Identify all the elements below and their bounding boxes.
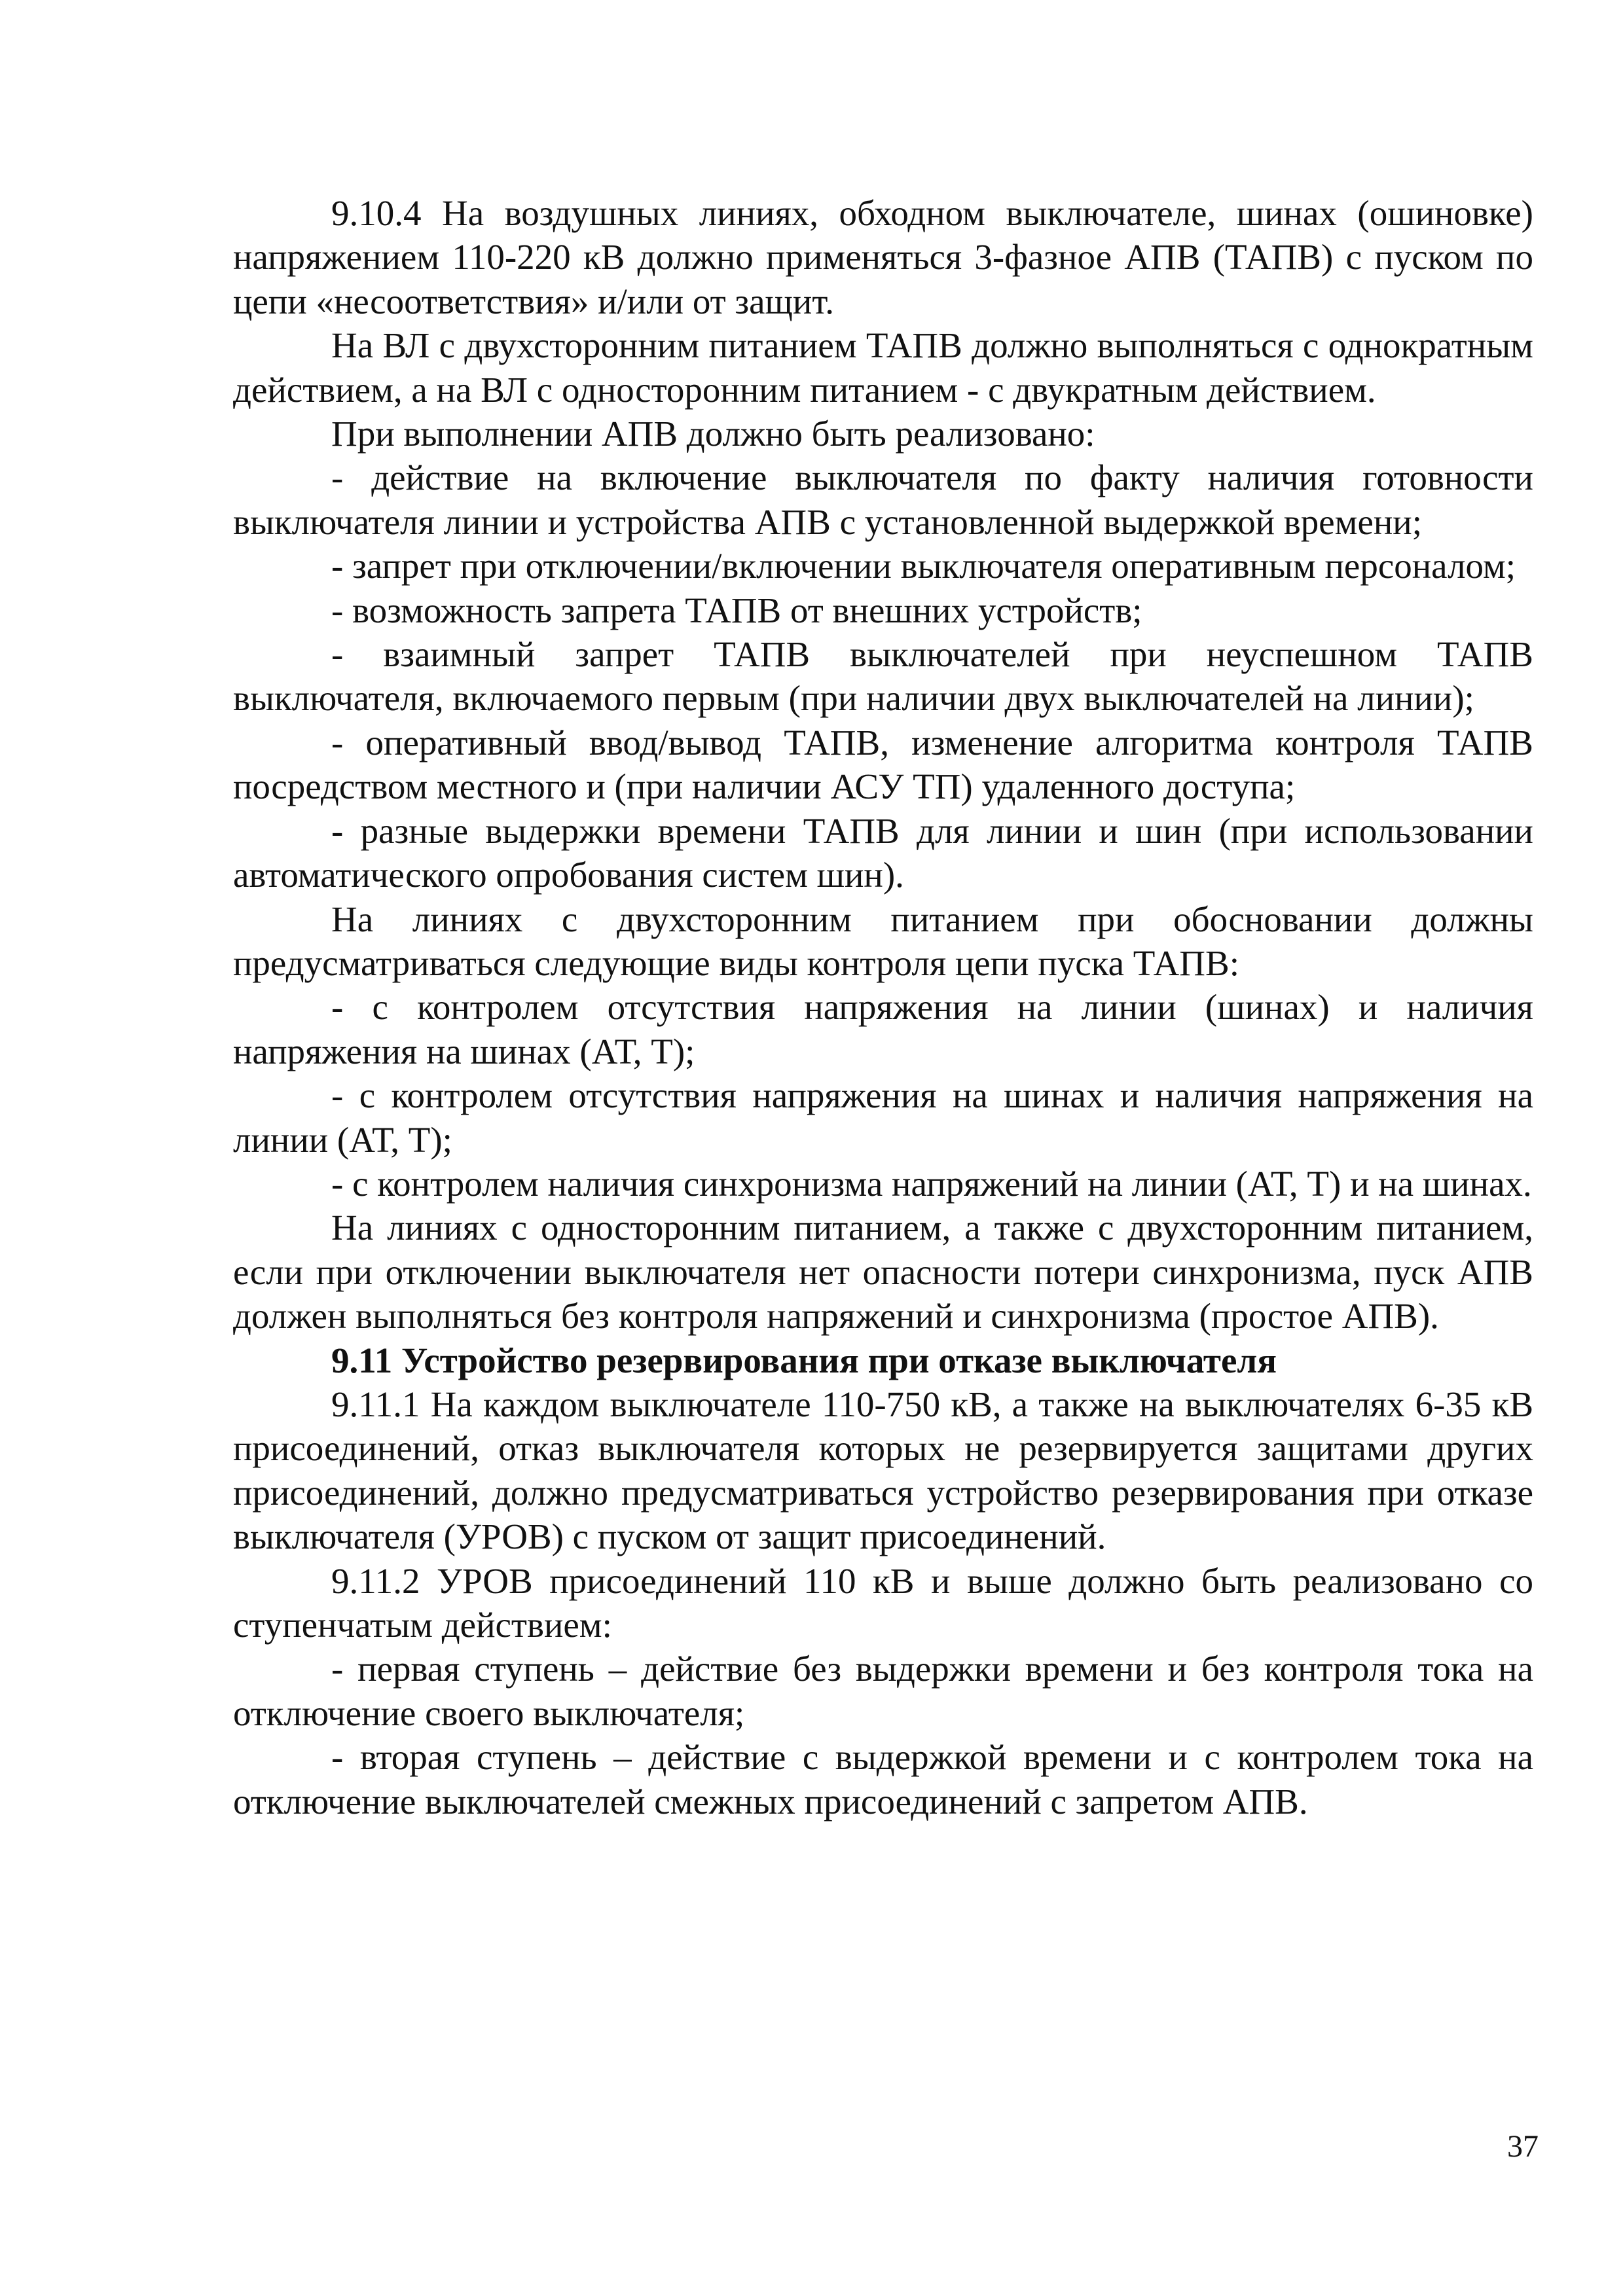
list-item: - запрет при отключении/включении выключателя оперативным персоналом; <box>331 546 1516 586</box>
paragraph-9-10-4: 9.10.4 На воздушных линиях, обходном выключателе, шинах (ошиновке) напряжением 110-220 кВ должно применяться 3-фазное АПВ (ТАПВ) с пуском по цепи «несоответствия» и/или от защит. <box>233 193 1533 321</box>
list-item: - взаимный запрет ТАПВ выключателей при неуспешном ТАПВ выключателя, включаемого первым (при наличии двух выключателей на линии); <box>233 634 1533 719</box>
list-item: - с контролем отсутствия напряжения на шинах и наличия напряжения на линии (АТ, Т); <box>233 1075 1533 1160</box>
paragraph-apv-requirements: При выполнении АПВ должно быть реализовано: <box>331 414 1095 454</box>
paragraph-control-types: На линиях с двухсторонним питанием при обосновании должны предусматриваться следующие виды контроля цепи пуска ТАПВ: <box>233 899 1533 983</box>
list-item: - с контролем отсутствия напряжения на линии (шинах) и наличия напряжения на шинах (АТ, Т); <box>233 987 1533 1071</box>
section-heading: 9.11 Устройство резервирования при отказе выключателя <box>331 1340 1277 1380</box>
list-item: - первая ступень – действие без выдержки времени и без контроля тока на отключение своего выключателя; <box>233 1649 1533 1733</box>
list-item: - разные выдержки времени ТАПВ для линии и шин (при использовании автоматического опробования систем шин). <box>233 810 1533 895</box>
list-item: - с контролем наличия синхронизма напряжений на линии (АТ, Т) и на шинах. <box>331 1163 1532 1204</box>
paragraph-9-11-2: 9.11.2 УРОВ присоединений 110 кВ и выше должно быть реализовано со ступенчатым действием: <box>233 1560 1533 1645</box>
list-item: - действие на включение выключателя по факту наличия готовности выключателя линии и устройства АПВ с установленной выдержкой времени; <box>233 457 1533 542</box>
list-item: - возможность запрета ТАПВ от внешних устройств; <box>331 590 1142 630</box>
paragraph-simple-apv: На линиях с односторонним питанием, а также с двухсторонним питанием, если при отключении выключателя нет опасности потери синхронизма, пуск АПВ должен выполняться без контроля напряжений и синхронизма (простое АПВ). <box>233 1208 1533 1336</box>
list-item: - вторая ступень – действие с выдержкой времени и с контролем тока на отключение выключателей смежных присоединений с запретом АПВ. <box>233 1737 1533 1821</box>
paragraph-tapv-action: На ВЛ с двухсторонним питанием ТАПВ должно выполняться с однократным действием, а на ВЛ с односторонним питанием - с двукратным действием. <box>233 325 1533 410</box>
page-number: 37 <box>1507 2129 1539 2164</box>
document-page <box>233 191 1533 1823</box>
paragraph-9-11-1: 9.11.1 На каждом выключателе 110-750 кВ, а также на выключателях 6-35 кВ присоединений, отказ выключателя которых не резервируется защитами других присоединений, должно предусматриваться устройство резервирования при отказе выключателя (УРОВ) с пуском от защит присоединений. <box>233 1384 1533 1557</box>
list-item: - оперативный ввод/вывод ТАПВ, изменение алгоритма контроля ТАПВ посредством местного и (при наличии АСУ ТП) удаленного доступа; <box>233 722 1533 807</box>
